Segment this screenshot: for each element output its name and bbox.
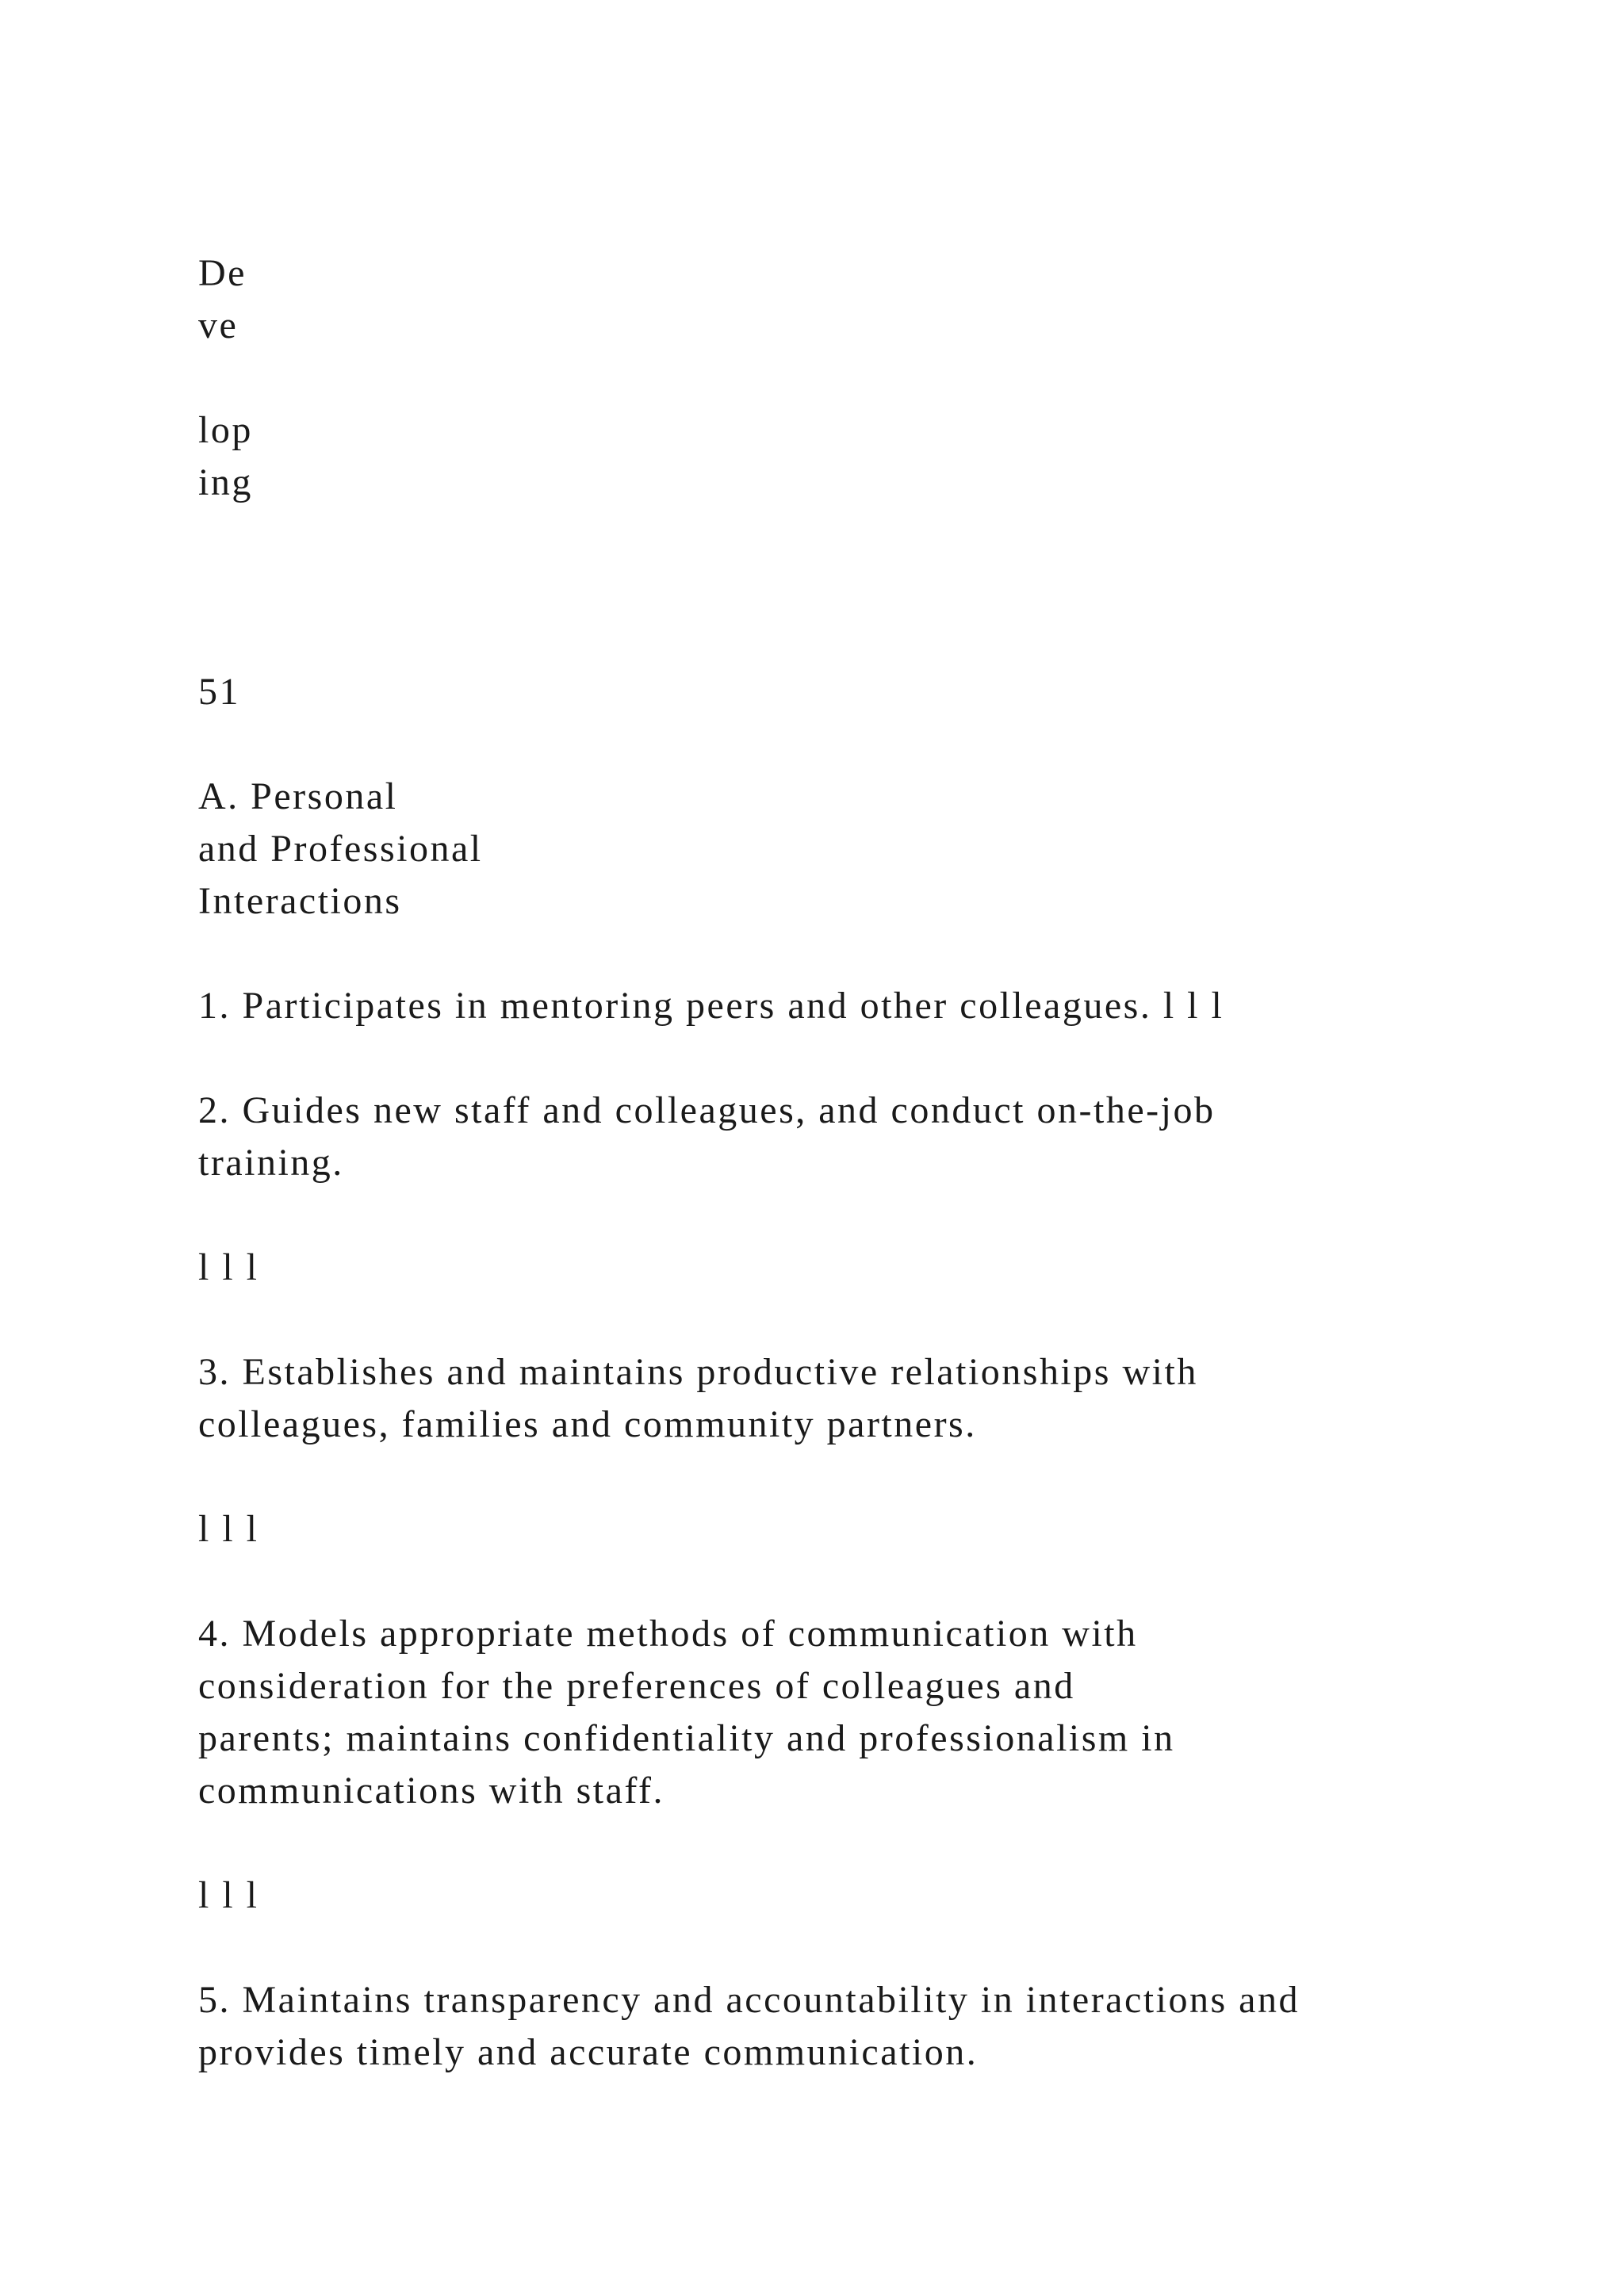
item-text-line: 4. Models appropriate methods of communication with xyxy=(198,1613,1138,1655)
item-text-line: communications with staff. xyxy=(198,1770,665,1812)
item-rating: l l l xyxy=(198,1874,259,1916)
item-text-line: provides timely and accurate communication. xyxy=(198,2031,979,2073)
item-text-line: 3. Establishes and maintains productive relationships with xyxy=(198,1351,1198,1393)
section-title-line: A. Personal xyxy=(198,775,398,817)
item-text-line: parents; maintains confidentiality and professionalism in xyxy=(198,1717,1175,1759)
section-title-line: and Professional xyxy=(198,828,483,870)
item-text-line: consideration for the preferences of colleagues and xyxy=(198,1665,1075,1707)
item-text-line: 1. Participates in mentoring peers and other colleagues. l l l xyxy=(198,985,1224,1027)
header-fragment: ve xyxy=(198,304,239,346)
item-text-line: 5. Maintains transparency and accountability in interactions and xyxy=(198,1979,1300,2021)
item-text-line: 2. Guides new staff and colleagues, and conduct on-the-job xyxy=(198,1089,1216,1131)
header-fragment: lop xyxy=(198,409,253,451)
section-title-line: Interactions xyxy=(198,880,402,922)
item-rating: l l l xyxy=(198,1508,259,1550)
item-text-line: training. xyxy=(198,1142,344,1184)
item-rating: l l l xyxy=(198,1246,259,1288)
page-number: 51 xyxy=(198,671,240,713)
header-fragment: De xyxy=(198,252,247,294)
item-text-line: colleagues, families and community partners. xyxy=(198,1403,977,1445)
header-fragment: ing xyxy=(198,461,253,503)
